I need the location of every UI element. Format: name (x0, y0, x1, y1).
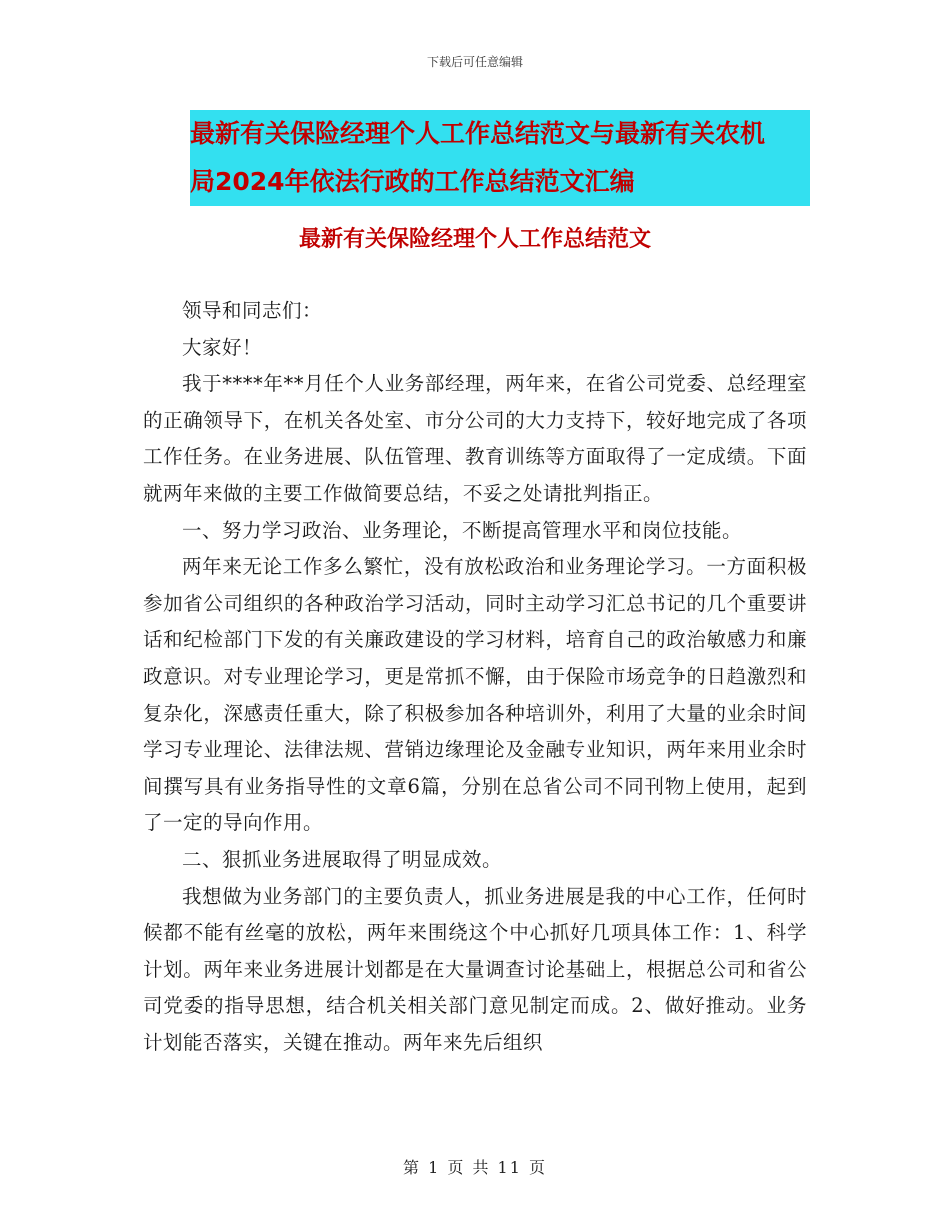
paragraph-greeting: 大家好！ (182, 335, 263, 359)
title-line-1: 最新有关保险经理个人工作总结范文与最新有关农机 (190, 119, 766, 148)
page-footer: 第 1 页 共 11 页 (403, 1158, 547, 1177)
section-title: 最新有关保险经理个人工作总结范文 (298, 227, 651, 252)
header-note: 下载后可任意编辑 (426, 55, 523, 69)
paragraph-business: 我想做为业务部门的主要负责人，抓业务进展是我的中心工作，任何时候都不能有丝毫的放松，两年来围绕这个中心抓好几项具体工作：1、科学计划。两年来业务进展计划都是在大量调查讨论基础上，根据总公司和省公司党委的指导思想，结合机关相关部门意见制定而成。2、做好推动。业务计划能否落实，关键在推动。两年来先后组织 (143, 884, 807, 1054)
paragraph-heading-2: 二、狠抓业务进展取得了明显成效。 (182, 847, 503, 871)
paragraph-intro: 我于****年**月任个人业务部经理，两年来，在省公司党委、总经理室的正确领导下，在机关各处室、市分公司的大力支持下，较好地完成了各项工作任务。在业务进展、队伍管理、教育训练等方面取得了一定成绩。下面就两年来做的主要工作做简要总结，不妥之处请批判指正。 (143, 372, 807, 505)
paragraph-study: 两年来无论工作多么繁忙，没有放松政治和业务理论学习。一方面积极参加省公司组织的各种政治学习活动，同时主动学习汇总书记的几个重要讲话和纪检部门下发的有关廉政建设的学习材料，培育自己的政治敏感力和廉政意识。对专业理论学习，更是常抓不懈，由于保险市场竞争的日趋激烈和复杂化，深感责任重大，除了积极参加各种培训外，利用了大量的业余时间学习专业理论、法律法规、营销边缘理论及金融专业知识，两年来用业余时间撰写具有业务指导性的文章6篇，分别在总省公司不同刊物上使用，起到了一定的导向作用。 (143, 555, 807, 835)
paragraph-heading-1: 一、努力学习政治、业务理论，不断提高管理水平和岗位技能。 (182, 518, 743, 542)
title-line-2: 局2024年依法行政的工作总结范文汇编 (190, 167, 635, 196)
body-text (143, 293, 807, 1061)
document-title (190, 110, 810, 206)
paragraph-salutation: 领导和同志们： (182, 299, 323, 322)
